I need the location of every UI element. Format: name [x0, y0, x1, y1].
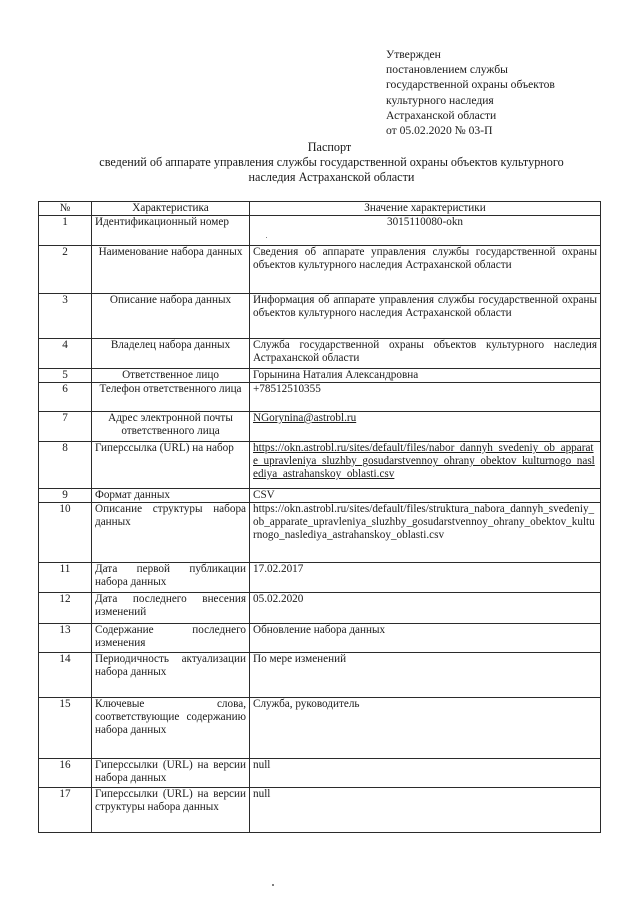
- row-characteristic: Наименование набора данных: [92, 246, 250, 294]
- row-value: CSV: [250, 489, 601, 503]
- row-number: 4: [39, 339, 92, 369]
- row-characteristic: Описание структуры набора данных: [92, 503, 250, 563]
- table-row: [39, 369, 601, 383]
- row-characteristic: Владелец набора данных: [92, 339, 250, 369]
- row-number: 14: [39, 653, 92, 698]
- approval-line: культурного наследия: [386, 93, 494, 107]
- table-row: [39, 563, 601, 593]
- table-row: [39, 246, 601, 294]
- row-value: 17.02.2017: [250, 563, 601, 593]
- table-row: [39, 624, 601, 653]
- row-value: null: [250, 788, 601, 833]
- row-characteristic: Содержание последнего изменения: [92, 624, 250, 653]
- table-row: [39, 759, 601, 788]
- row-value: По мере изменений: [250, 653, 601, 698]
- row-value: Служба, руководитель: [250, 698, 601, 759]
- document-subtitle-line-2: наследия Астраханской области: [248, 170, 415, 184]
- dataset-url-link[interactable]: https://okn.astrobl.ru/sites/default/files/nabor_dannyh_svedeniy_ob_apparate_upravleniya_sluzhby_gosudarstvennoy_ohrany_obektov_kulturnogo_naslediya_astrahanskoy_oblasti.csv: [253, 442, 595, 480]
- row-value: Обновление набора данных: [250, 624, 601, 653]
- row-number: 9: [39, 489, 92, 503]
- row-characteristic: Описание набора данных: [92, 294, 250, 339]
- table-row: [39, 339, 601, 369]
- passport-table: [38, 201, 601, 833]
- row-number: 13: [39, 624, 92, 653]
- row-number: 12: [39, 593, 92, 624]
- row-number: 5: [39, 369, 92, 383]
- approval-line: Утвержден: [386, 48, 441, 61]
- row-characteristic: Ответственное лицо: [92, 369, 250, 383]
- row-characteristic: Ключевые слова, соответствующие содержанию набора данных: [92, 698, 250, 759]
- row-number: 10: [39, 503, 92, 563]
- approval-line: Астраханской области: [386, 108, 497, 122]
- row-number: 15: [39, 698, 92, 759]
- row-characteristic: Гиперссылки (URL) на версии набора данных: [92, 759, 250, 788]
- row-number: 6: [39, 383, 92, 412]
- row-characteristic: Дата первой публикации набора данных: [92, 563, 250, 593]
- document-title: Паспорт: [307, 140, 352, 154]
- table-header-row: [39, 202, 601, 216]
- header-number: №: [39, 202, 92, 216]
- row-characteristic: Гиперссылка (URL) на набор: [92, 442, 250, 489]
- row-number: 7: [39, 412, 92, 442]
- scan-speck: [266, 237, 267, 238]
- row-characteristic: Гиперссылки (URL) на версии структуры набора данных: [92, 788, 250, 833]
- header-characteristic: Характеристика: [92, 202, 250, 216]
- row-characteristic: Идентификационный номер: [92, 216, 250, 246]
- email-link[interactable]: NGorynina@astrobl.ru: [253, 412, 357, 424]
- row-characteristic: Периодичность актуализации набора данных: [92, 653, 250, 698]
- row-value: Горынина Наталия Александровна: [250, 369, 601, 383]
- row-number: 2: [39, 246, 92, 294]
- row-number: 16: [39, 759, 92, 788]
- row-characteristic: Телефон ответственного лица: [92, 383, 250, 412]
- table-row: [39, 294, 601, 339]
- row-value: 3015110080-okn: [250, 216, 601, 246]
- row-value: Служба государственной охраны объектов культурного наследия Астраханской области: [250, 339, 601, 369]
- row-characteristic: Формат данных: [92, 489, 250, 503]
- structure-url-text: https://okn.astrobl.ru/sites/default/files/struktura_nabora_dannyh_svedeniy_ob_apparate_upravleniya_sluzhby_gosudarstvennoy_ohrany_obektov_kulturnogo_naslediya_astrahanskoy_oblasti.csv: [250, 503, 601, 563]
- row-value: +78512510355: [250, 383, 601, 412]
- table-row: [39, 653, 601, 698]
- table-row: [39, 489, 601, 503]
- row-value: Сведения об аппарате управления службы государственной охраны объектов культурного наследия Астраханской области: [250, 246, 601, 294]
- table-row: [39, 698, 601, 759]
- approval-line: государственной охраны объектов: [386, 78, 555, 92]
- table-row: [39, 503, 601, 563]
- approval-line: от 05.02.2020 № 03-П: [386, 124, 493, 138]
- scan-speck: [272, 884, 274, 886]
- approval-stamp: [386, 47, 626, 138]
- header-value: Значение характеристики: [250, 202, 601, 216]
- row-number: 3: [39, 294, 92, 339]
- table-row: [39, 383, 601, 412]
- row-characteristic: Дата последнего внесения изменений: [92, 593, 250, 624]
- row-characteristic: Адрес электронной почты ответственного лица: [92, 412, 250, 442]
- row-value: null: [250, 759, 601, 788]
- table-row: [39, 593, 601, 624]
- table-row: [39, 788, 601, 833]
- row-number: 11: [39, 563, 92, 593]
- row-value: Информация об аппарате управления службы государственной охраны объектов культурного наследия Астраханской области: [250, 294, 601, 339]
- table-row: [39, 442, 601, 489]
- table-row: [39, 412, 601, 442]
- approval-line: постановлением службы: [386, 63, 508, 77]
- document-subtitle-line-1: сведений об аппарате управления службы государственной охраны объектов культурного: [99, 155, 564, 169]
- row-value: 05.02.2020: [250, 593, 601, 624]
- row-number: 8: [39, 442, 92, 489]
- row-number: 1: [39, 216, 92, 246]
- table-row: [39, 216, 601, 246]
- row-number: 17: [39, 788, 92, 833]
